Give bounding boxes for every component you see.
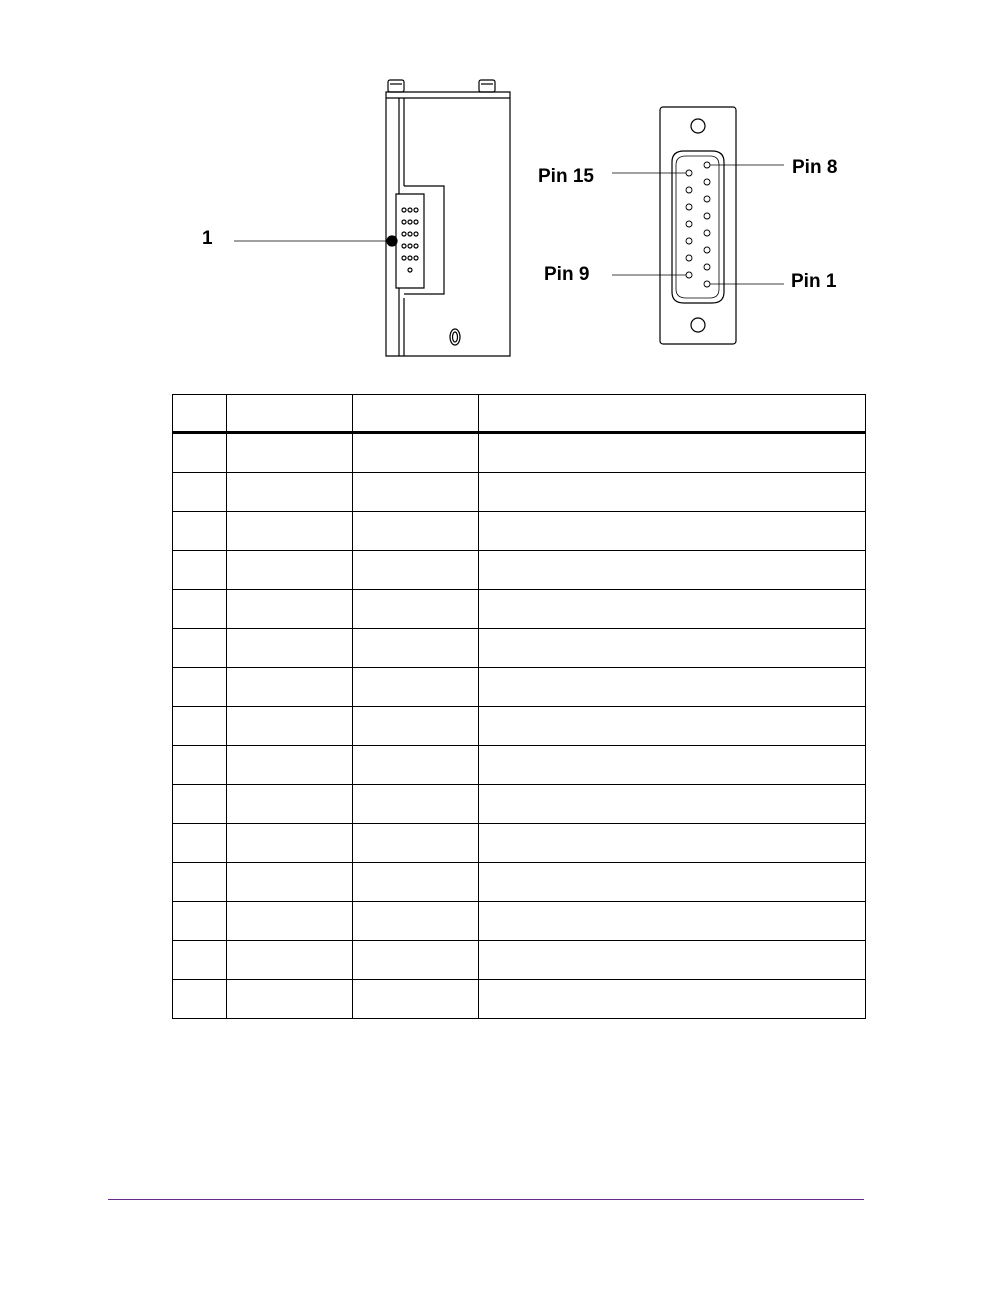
connector-figure — [0, 0, 1008, 380]
table-cell — [227, 863, 353, 902]
table-row — [173, 746, 866, 785]
table-cell — [227, 668, 353, 707]
table-cell — [353, 473, 479, 512]
table-cell — [173, 980, 227, 1019]
table-cell — [227, 746, 353, 785]
table-cell — [353, 629, 479, 668]
pinout-table — [172, 394, 866, 1019]
table-cell — [227, 785, 353, 824]
callout-marker-dot — [387, 236, 397, 246]
table-cell — [353, 433, 479, 473]
table-cell — [353, 746, 479, 785]
table-cell — [173, 824, 227, 863]
table-cell — [479, 824, 866, 863]
table-cell — [173, 473, 227, 512]
table-cell — [479, 902, 866, 941]
table-cell — [353, 668, 479, 707]
table-cell — [173, 629, 227, 668]
table-cell — [173, 941, 227, 980]
table-header-row — [173, 395, 866, 433]
table-cell — [227, 512, 353, 551]
table-row — [173, 551, 866, 590]
header-cell — [479, 395, 866, 433]
table-cell — [173, 590, 227, 629]
table-cell — [227, 707, 353, 746]
pin-column-1-8 — [704, 162, 710, 287]
table-cell — [173, 746, 227, 785]
table-cell — [173, 902, 227, 941]
header-cell — [227, 395, 353, 433]
table-cell — [479, 433, 866, 473]
pin-column-9-15 — [686, 170, 692, 278]
table-cell — [353, 941, 479, 980]
table-row — [173, 941, 866, 980]
table-cell — [353, 707, 479, 746]
table-cell — [479, 746, 866, 785]
table-row — [173, 980, 866, 1019]
table-cell — [479, 668, 866, 707]
table-cell — [353, 824, 479, 863]
table-row — [173, 707, 866, 746]
table-cell — [173, 512, 227, 551]
table-cell — [173, 863, 227, 902]
table-cell — [227, 433, 353, 473]
table-cell — [353, 590, 479, 629]
table-cell — [353, 863, 479, 902]
pin-15-label: Pin 15 — [538, 166, 594, 187]
table-cell — [479, 863, 866, 902]
table-cell — [479, 473, 866, 512]
table-row — [173, 629, 866, 668]
table-cell — [227, 824, 353, 863]
table-cell — [173, 707, 227, 746]
table-row — [173, 902, 866, 941]
table-cell — [479, 590, 866, 629]
table-cell — [227, 473, 353, 512]
table-cell — [227, 980, 353, 1019]
pin-8-label: Pin 8 — [792, 157, 838, 178]
footer-rule — [108, 1199, 864, 1200]
table-cell — [479, 785, 866, 824]
table-cell — [173, 785, 227, 824]
module-side-view — [386, 80, 510, 356]
table-cell — [479, 551, 866, 590]
table-row — [173, 863, 866, 902]
table-cell — [479, 707, 866, 746]
table-cell — [353, 551, 479, 590]
table-cell — [353, 902, 479, 941]
pin-9-label: Pin 9 — [544, 264, 590, 285]
table-row — [173, 590, 866, 629]
table-row — [173, 433, 866, 473]
callout-1-label: 1 — [202, 228, 213, 249]
table-cell — [173, 668, 227, 707]
table-row — [173, 824, 866, 863]
table-cell — [227, 629, 353, 668]
table-cell — [353, 980, 479, 1019]
table-cell — [227, 941, 353, 980]
table-cell — [227, 590, 353, 629]
dsub-connector-face — [660, 107, 736, 344]
table-cell — [353, 512, 479, 551]
table-cell — [227, 551, 353, 590]
header-cell — [353, 395, 479, 433]
table-cell — [227, 902, 353, 941]
table-cell — [479, 512, 866, 551]
table-cell — [173, 433, 227, 473]
table-cell — [479, 980, 866, 1019]
table-cell — [479, 941, 866, 980]
table-row — [173, 512, 866, 551]
table-cell — [353, 785, 479, 824]
table-row — [173, 473, 866, 512]
table-cell — [479, 629, 866, 668]
header-cell — [173, 395, 227, 433]
table-row — [173, 785, 866, 824]
table-cell — [173, 551, 227, 590]
table-row — [173, 668, 866, 707]
pin-1-label: Pin 1 — [791, 271, 837, 292]
